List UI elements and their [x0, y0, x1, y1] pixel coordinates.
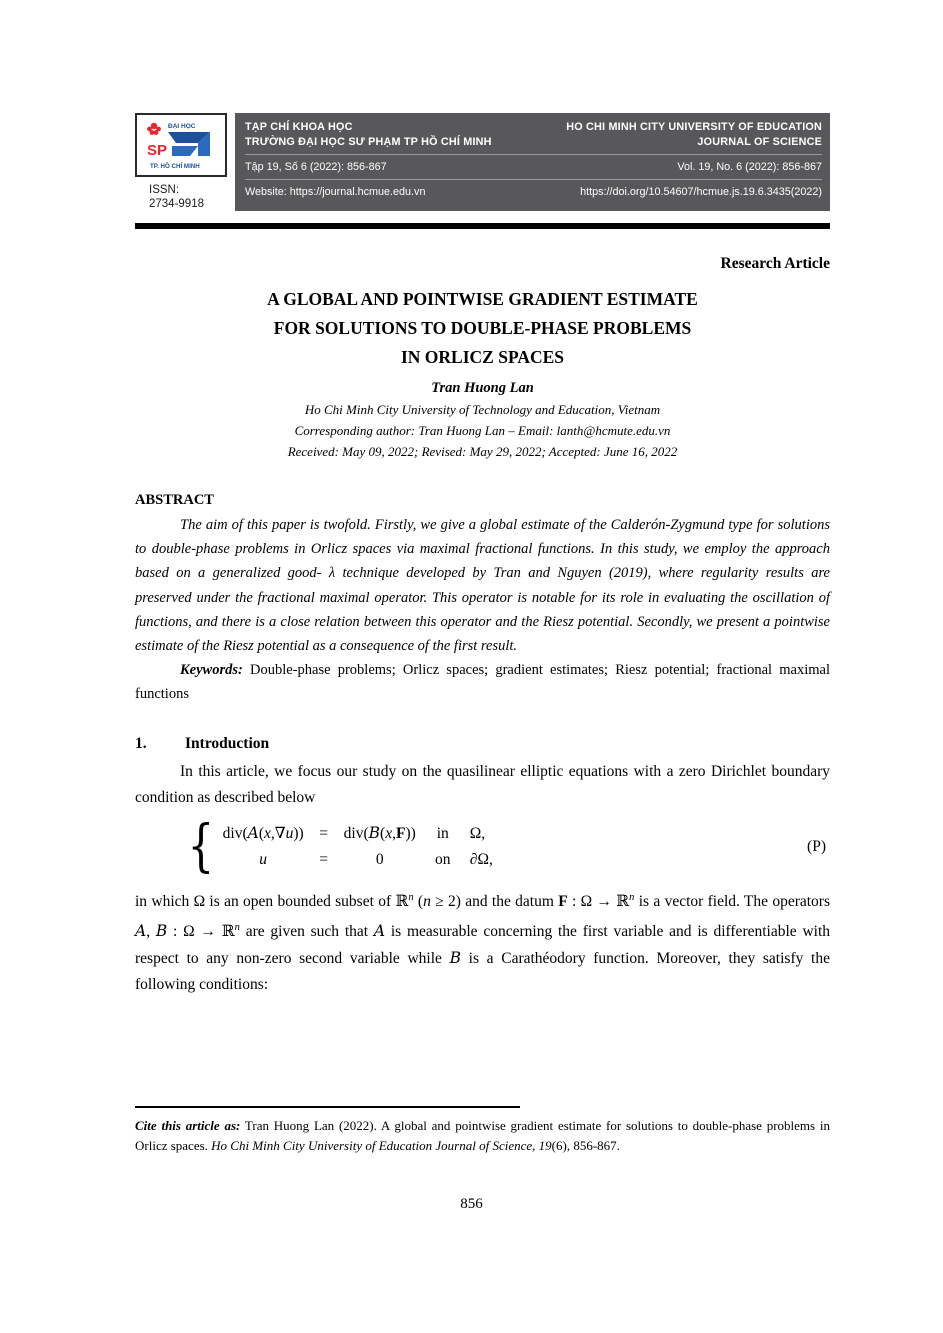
article-title-line1: A GLOBAL AND POINTWISE GRADIENT ESTIMATE	[267, 289, 698, 309]
equation-label: (P)	[807, 837, 826, 855]
banner-titles-row	[245, 113, 822, 154]
page-footer	[135, 1106, 830, 1156]
section-number: 1.	[135, 734, 147, 752]
journal-title-vi-line2: TRƯỜNG ĐẠI HỌC SƯ PHẠM TP HỒ CHÍ MINH	[245, 135, 492, 148]
author-name: Tran Huong Lan	[431, 380, 534, 396]
article-dates: Received: May 09, 2022; Revised: May 29, 2022; Accepted: June 16, 2022	[287, 444, 678, 459]
article-title-line3: IN ORLICZ SPACES	[400, 347, 565, 367]
banner-info-area	[235, 113, 830, 211]
eq-row2-lhs: u	[259, 851, 268, 869]
article-type-label: Research Article	[720, 255, 830, 272]
article-title-line2: FOR SOLUTIONS TO DOUBLE-PHASE PROBLEMS	[273, 318, 692, 338]
journal-title-vietnamese	[245, 120, 492, 149]
eq-row2-relation: =	[319, 851, 329, 869]
issue-info-english: Vol. 19, No. 6 (2022): 856-867	[677, 160, 822, 173]
equation-P	[135, 813, 830, 879]
intro-paragraph-2: in which Ω is an open bounded subset of ℝ$^n$ (n ≥ 2) and the datum F : Ω → ℝ$^n$ is a vector field. The operators A, B : Ω → ℝ$^n$ are given such that A is measurable concerning the first variable and is differentiable with respect to any non-zero second variable while B is a Carathéodory function. Moreover, they satisfy the following conditions:	[135, 891, 831, 993]
issn-block	[135, 183, 235, 211]
abstract-text: The aim of this paper is twofold. Firstly, we give a global estimate of the Calderón-Zygmund type for solutions to double-phase problems in Orlicz spaces via maximal fractional functions. In this study, we employ the approach based on a generalized good- λ technique developed by Tran and Nguyen (2019), where regularity results are preserved under the fractional maximal operator. This operator is notable for its role in evaluating the oscillation of functions, and there is a close relation between this operator and the Riesz potential. Secondly, we present a pointwise estimate of the Riesz potential as a consequence of the first result.	[135, 517, 830, 655]
corresponding-author-line[interactable]: Corresponding author: Tran Huong Lan – Email: lanth@hcmute.edu.vn	[294, 423, 671, 438]
eq-row2-domain: ∂Ω,	[469, 851, 493, 869]
journal-title-english	[566, 120, 822, 149]
journal-header-banner	[135, 113, 830, 211]
abstract-heading: ABSTRACT	[135, 492, 214, 508]
section-title: Introduction	[185, 734, 270, 752]
eq-row1-rhs: div(B(x,F))	[343, 824, 416, 843]
eq-row2-condition: on	[435, 851, 451, 869]
svg-text:SP: SP	[147, 142, 168, 159]
issn-label: ISSN:	[149, 184, 180, 196]
banner-logo-column	[135, 113, 235, 211]
author-affiliation: Ho Chi Minh City University of Technology and Education, Vietnam	[304, 402, 661, 417]
section-heading-introduction	[135, 735, 830, 753]
footnote-rule	[135, 1106, 520, 1108]
intro-paragraph-1: In this article, we focus our study on the quasilinear elliptic equations with a zero Dirichlet boundary condition as described below	[135, 762, 830, 806]
journal-website-link[interactable]: Website: https://journal.hcmue.edu.vn	[245, 185, 426, 198]
page-content	[135, 113, 830, 998]
university-logo-icon	[138, 116, 224, 174]
svg-text:TP. HỒ CHÍ MINH: TP. HỒ CHÍ MINH	[150, 163, 200, 170]
citation-note: Cite this article as: Tran Huong Lan (2022). A global and pointwise gradient estimate for solutions to double-phase problems in Orlicz spaces. Ho Chi Minh City University of Education Journal of Science, 19(6), 856-867.	[135, 1118, 831, 1153]
equation-brace: {	[187, 813, 215, 879]
header-rule	[135, 223, 830, 229]
svg-text:ĐẠI HỌC: ĐẠI HỌC	[168, 123, 196, 130]
banner-links-row	[245, 180, 822, 204]
eq-row1-condition: in	[436, 824, 449, 842]
equation-system	[223, 824, 493, 869]
eq-row1-domain: Ω,	[469, 824, 486, 842]
journal-title-en-line1: HO CHI MINH CITY UNIVERSITY OF EDUCATION	[566, 121, 822, 133]
university-logo	[135, 113, 227, 177]
issn-value: 2734-9918	[149, 198, 204, 210]
eq-row1-lhs: div(A(x,∇u))	[222, 824, 304, 843]
journal-title-vi-line1: TẠP CHÍ KHOA HỌC	[245, 121, 353, 133]
article-doi-link[interactable]: https://doi.org/10.54607/hcmue.js.19.6.3435(2022)	[580, 185, 822, 198]
keywords-line: Keywords: Double-phase problems; Orlicz spaces; gradient estimates; Riesz potential; fractional maximal functions	[135, 662, 830, 703]
eq-row1-relation: =	[319, 824, 329, 842]
issue-info-vietnamese: Tập 19, Số 6 (2022): 856-867	[245, 160, 387, 173]
eq-row2-rhs: 0	[375, 851, 384, 869]
journal-title-en-line2: JOURNAL OF SCIENCE	[697, 135, 822, 148]
page-number: 856	[460, 1196, 483, 1212]
banner-issue-row	[245, 155, 822, 179]
author-meta	[135, 399, 830, 462]
article-title	[135, 285, 830, 372]
